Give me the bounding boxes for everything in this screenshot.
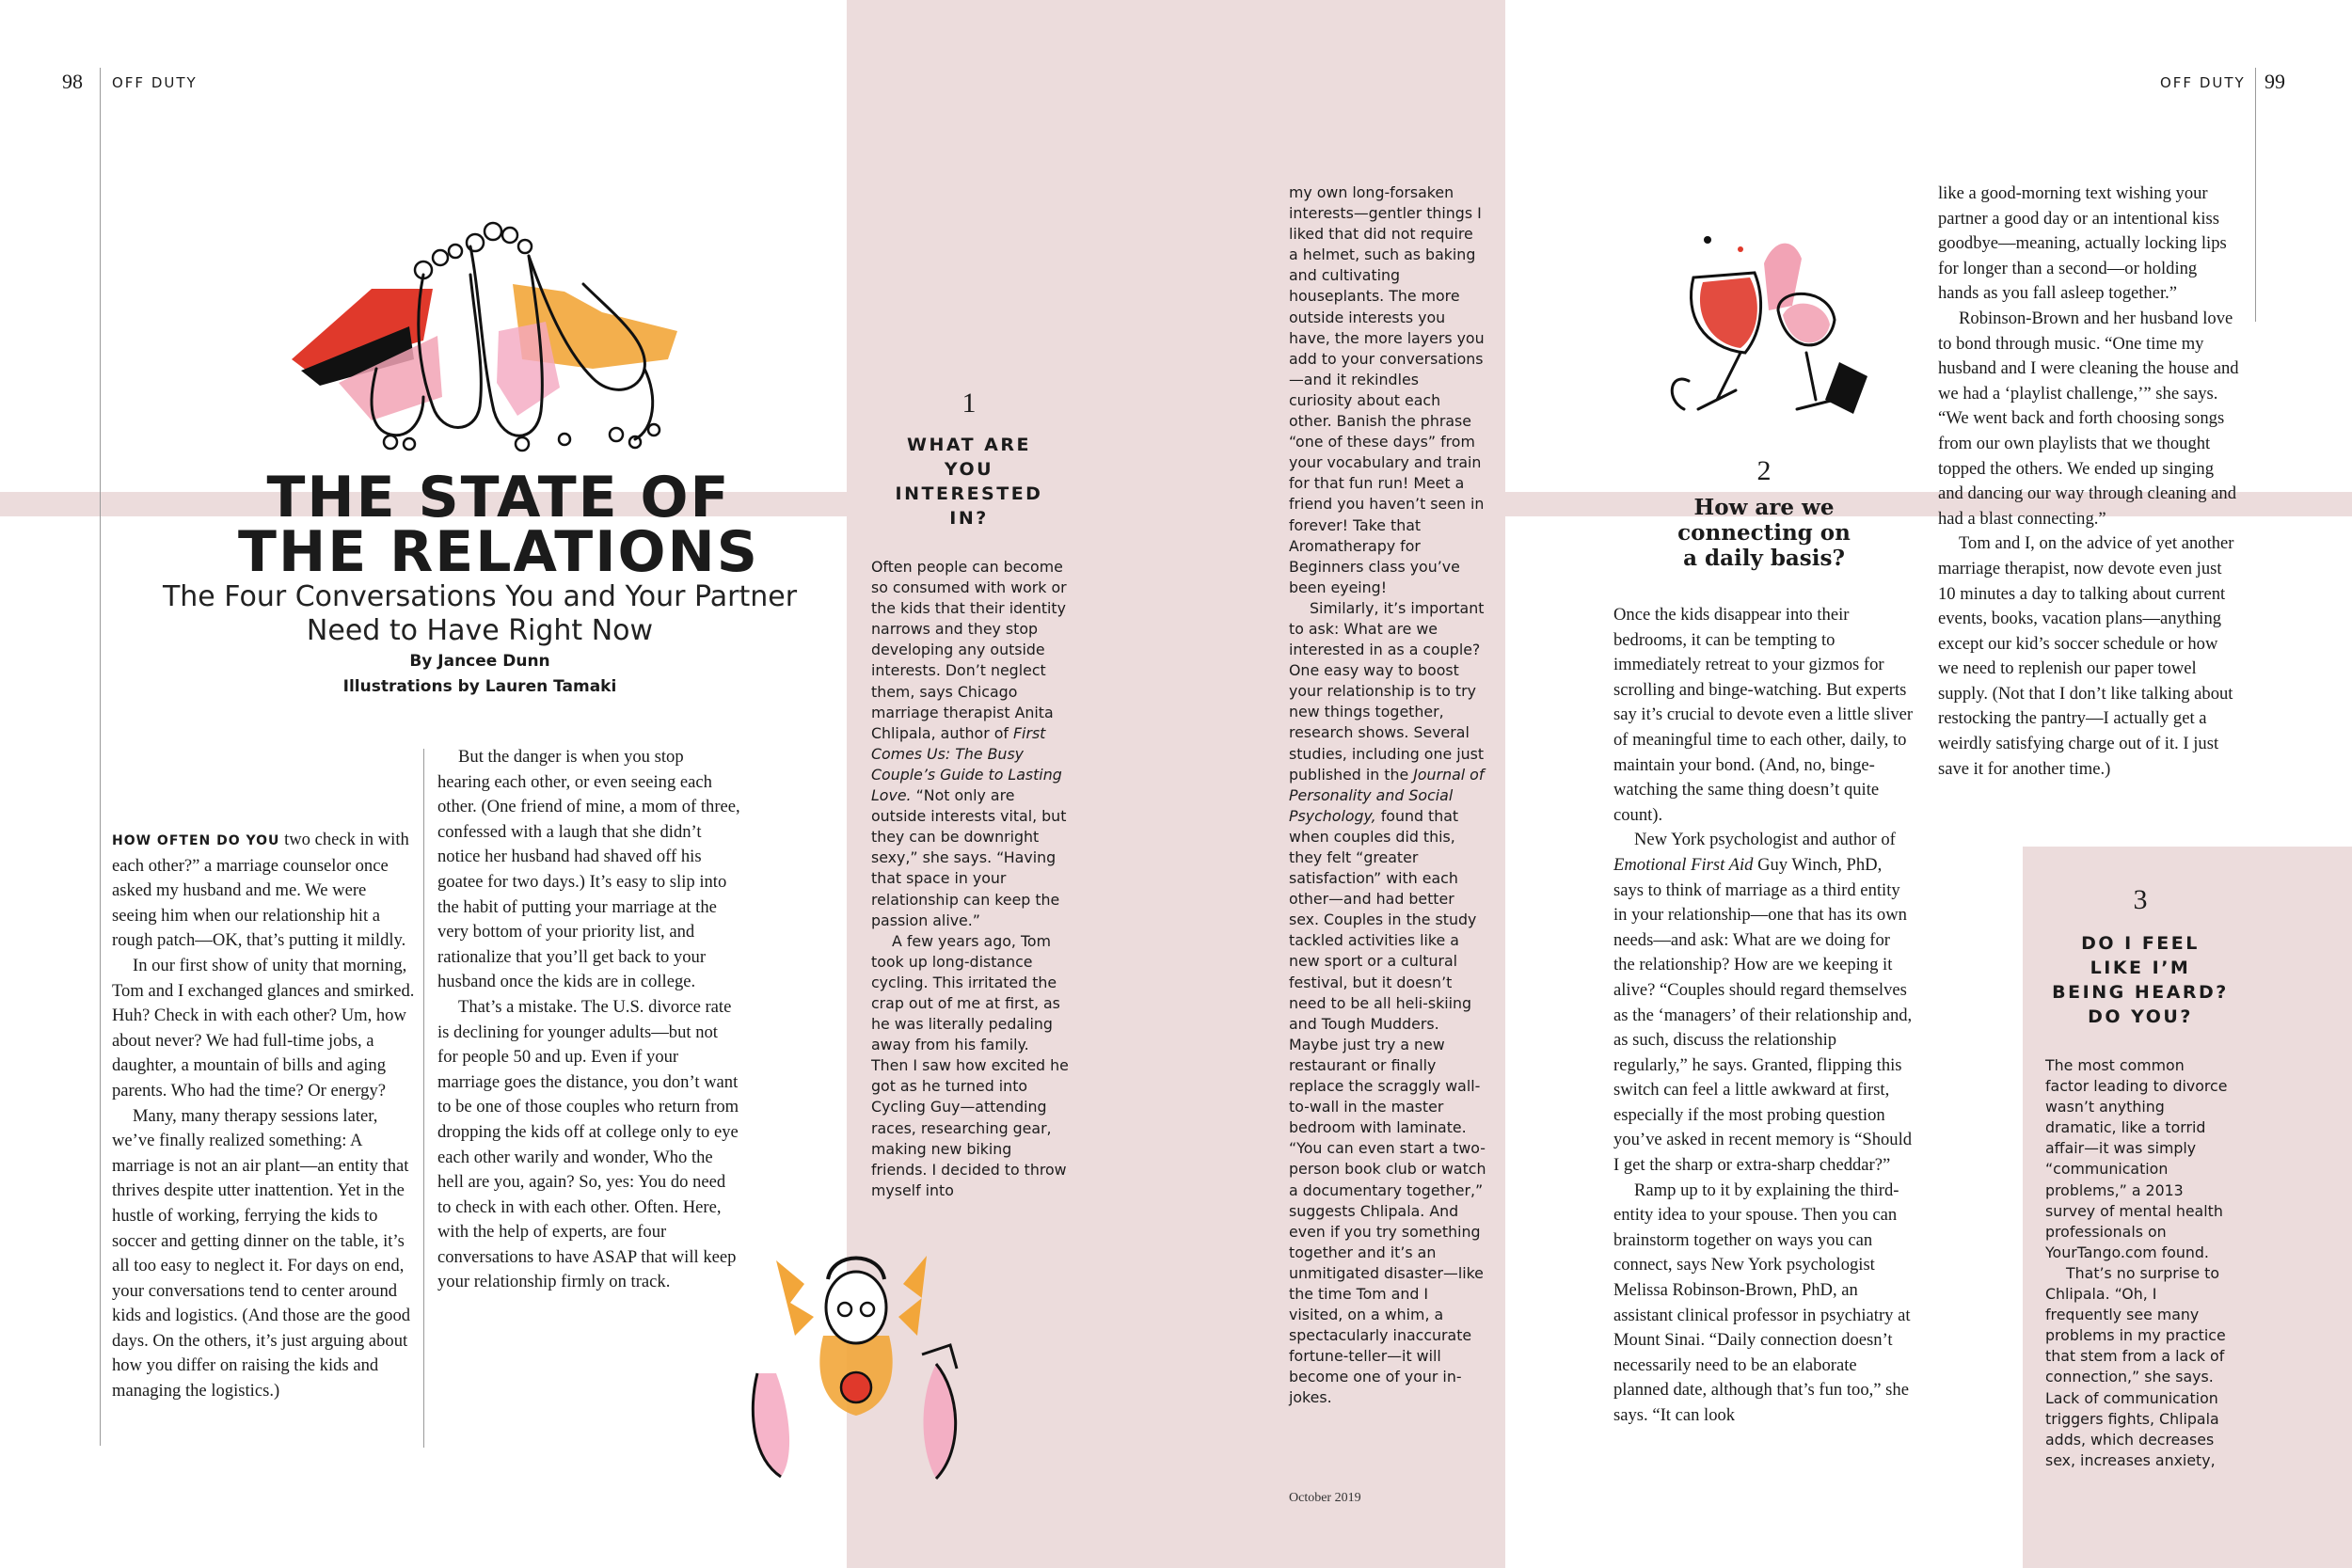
section1-column-2: my own long-forsaken interests—gentler things I liked that did not require a helmet, such as baking and cultivating houseplants. The more outside interests you have, the more layers you add to your conversations—and it rekindles curiosity about each other. Banish the phrase “one of these days” from your vocabulary and train for that fun run! Meet a friend you haven’t seen in forever! Take that Aromatherapy for Beginners class you’ve been eyeing! Similarly, it’s important to ask: What are we interested in as a couple? One easy way to boost your relationship is to try new things together, research shows. Several studies, including one just published in the Journal of Personality and Social Psychology, found that when couples did this, they felt “greater satisfaction” with each other—and had better sex. Couples in the study tackled activities like a new sport or a cultural festival, but it doesn’t need to be all heli-skiing and Tough Mudders. Maybe just try a new restaurant or finally replace the scraggly wall-to-wall in the master bedroom with laminate. “You can even start a two-person book club or watch a documentary together,” suggests Chlipala. And even if you try something together and it’s an unmitigated disaster—like the time Tom and I visited, on a whim, a spectacularly inaccurate fortune-teller—it will become one of your in-jokes. [1289,183,1486,1407]
dek-line-1: The Four Conversations You and Your Partner [162,580,798,613]
illustrator-credit: Illustrations by Lauren Tamaki [342,677,617,696]
right-folio-rule [2255,68,2256,322]
intro-column-2: But the danger is when you stop hearing each other, or even seeing each other. (One friend of mine, a mom of three, confessed with a laugh that she didn’t notice her husband had shaved off his goatee for two days.) It’s easy to slip into the habit of putting your marriage at the very bottom of your priority list, and rationalize that you’ll get back to your husband once the kids are in college. That’s a mistake. The U.S. divorce rate is declining for younger adults—but not for people 50 and up. Even if your marriage goes the distance, you don’t want to be one of those couples who return from dropping the kids off at college only to eye each other warily and wonder, Who the hell are you, again? So, yes: You do need to check in with each other. Often. Here, with the help of experts, are four conversations to have ASAP that will keep your relationship firmly on track. [437,747,740,1292]
section2-number: 2 [1756,455,1772,486]
right-page-number: 99 [2265,70,2285,93]
right-section-label: OFF DUTY [2160,74,2246,91]
section1-number: 1 [961,388,977,419]
left-folio-rule [100,68,101,1446]
section1-column-1: Often people can become so consumed with work or the kids that their identity narrows and they stop developing any outside interests. Don’t neglect them, says Chicago marriage therapist Anita Chlipala, author of First Comes Us: The Busy Couple’s Guide to Lasting Love. “Not only are outside interests vital, but they can be downright sexy,” she says. “Having that space in your relationship can keep the passion alive.” A few years ago, Tom took up long-distance cycling. This irritated the crap out of me at first, as he was literally pedaling away from his family. Then I saw how excited he got as he turned into Cycling Guy—attending races, researching gear, making new biking friends. I decided to throw myself into [871,558,1069,1199]
title-line-2: THE RELATIONS [238,519,759,585]
journal-title: Journal of Personality and Social Psychology, [1289,765,1485,825]
section1-heading: WHAT ARE YOU INTERESTED IN? [895,435,1043,529]
section2-heading: How are we connecting on a daily basis? [1677,495,1851,571]
footer-date: October 2019 [1289,1491,1361,1505]
left-section-label: OFF DUTY [112,74,198,91]
lead-in: HOW OFTEN DO YOU [112,833,280,848]
section3-column: The most common factor leading to divorce wasn’t anything dramatic, like a torrid affair—it was simply “communication problems,” a 2013 survey of mental health professionals on YourTango.com found. That’s no surprise to Chlipala. “Oh, I frequently see many problems in my practice that stem from a lack of connection,” she says. Lack of communication triggers fights, Chlipala adds, which decreases sex, increases anxiety, [2045,1056,2228,1469]
title-line-1: THE STATE OF [266,465,731,531]
section3-number: 3 [2133,884,2148,915]
dek-line-2: Need to Have Right Now [306,614,654,647]
book-title-2: Emotional First Aid [1613,854,1754,875]
wine-glasses-illustration [1651,221,1877,433]
intro-column-rule [423,749,424,1448]
section2-column-2: like a good-morning text wishing your partner a good day or an intentional kiss goodbye—meaning, actually locking lips for longer than a second—or holding hands as you fall asleep together.” Robinson-Brown and her husband love to bond through music. “One time my husband and I were cleaning the house and we had a ‘playlist challenge,’” she says. “We went back and forth choosing songs from our own playlists that we thought topped the others. We ended up singing and dancing our way through cleaning and had a blast connecting.” Tom and I, on the advice of yet another marriage therapist, now devote even just 10 minutes a day to talking about current events, books, vacation plans—anything except our kid’s soccer schedule or how we need to replenish our paper towel supply. (Not that I don’t like talking about restocking the pantry—I actually get a weirdly satisfying charge out of it. I just save it for another time.) [1938,183,2239,779]
section3-heading: DO I FEEL LIKE I’M BEING HEARD? DO YOU? [2052,933,2229,1027]
book-title: First Comes Us: The Busy Couple’s Guide to Lasting Love. [871,723,1062,805]
left-page-number: 98 [62,70,83,93]
feet-illustration [282,218,696,453]
fortune-teller-illustration [739,1232,978,1496]
intro-column-1: HOW OFTEN DO YOU two check in with each other?” a marriage counselor once asked my husband and me. We were seeing him when our relationship hit a rough patch—OK, that’s putting it mildly. In our first show of unity that morning, Tom and I exchanged glances and smirked. Huh? Check in with each other? Um, how about never? We had full-time jobs, a daughter, a mountain of bills and aging parents. Who had the time? Or energy? Many, many therapy sessions later, we’ve finally realized something: A marriage is not an air plant—an entity that thrives despite utter inattention. Yet in the hustle of working, ferrying the kids to soccer and getting dinner on the table, it’s all too easy to neglect it. For days on end, your conversations tend to center around kids and logistics. (And those are the good days. On the others, it’s just arguing about how you differ on raising the kids and managing the logistics.) [112,830,415,1402]
byline: By Jancee Dunn [409,652,550,671]
section2-column-1: Once the kids disappear into their bedrooms, it can be tempting to immediately retreat to your gizmos for scrolling and binge-watching. But experts say it’s crucial to devote even a little sliver of meaningful time to each other, daily, to maintain your bond. (And, no, binge-watching the same thing doesn’t quite count). New York psychologist and author of Emotional First Aid Guy Winch, PhD, says to think of marriage as a third entity in your relationship—one that has its own needs—and ask: What are we doing for the relationship? How are we keeping it alive? “Couples should regard themselves as the ‘managers’ of their relationship and, as such, discuss the relationship regularly,” he says. Granted, flipping this switch can feel a little awkward at first, especially if the most probing question you’ve asked in recent memory is “Should I get the sharp or extra-sharp cheddar?” Ramp up to it by explaining the third-entity idea to your spouse. Then you can brainstorm together on ways you can connect, says New York psychologist Melissa Robinson-Brown, PhD, an assistant clinical professor in psychiatry at Mount Sinai. “Daily connection doesn’t necessarily need to be an elaborate planned date, although that’s fun too,” she says. “It can look [1613,605,1914,1425]
